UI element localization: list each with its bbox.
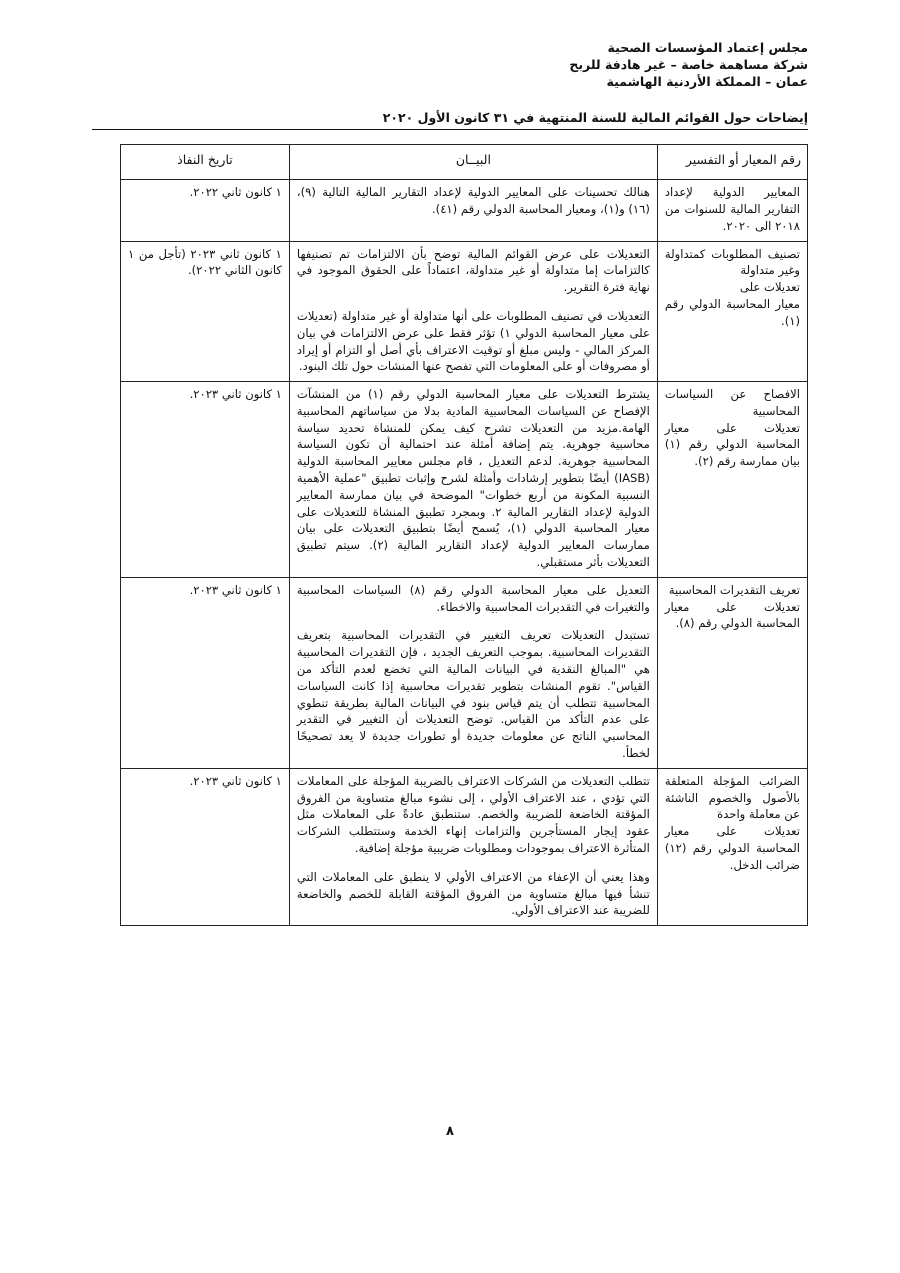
- statement-paragraph: وهذا يعني أن الإعفاء من الاعتراف الأولي لا ينطبق على المعاملات التي تنشأ فيها مبالغ متساوية من الفروق المؤقتة القابلة للخصم والخاضعة للضريبة عند الاعتراف الأولي.: [296, 869, 650, 918]
- organization-name: مجلس إعتماد المؤسسات الصحية: [607, 40, 808, 55]
- standard-cell: [657, 241, 807, 382]
- statement-paragraph: التعديلات في تصنيف المطلوبات على أنها متداولة أو غير متداولة (تعديلات على معيار المحاسبة الدولي ١) تؤثر فقط على عرض الالتزامات في بيان المركز المالي - وليس مبلغ أو توقيت الاعتراف بأي أصل أو التزام أو إيراد أو مصروفات أو على المعلومات التي تفصح عنها المنشات حول تلك البنود.: [296, 308, 650, 374]
- company-location: عمان – المملكة الأردنية الهاشمية: [606, 73, 808, 89]
- header-effective-date: تاريخ النفاذ: [121, 145, 290, 180]
- date-cell: ١ كانون ثاني ٢٠٢٢.: [121, 180, 290, 241]
- statement-cell: [289, 382, 657, 578]
- statement-cell: [289, 180, 657, 241]
- table-row: [121, 180, 808, 241]
- statement-cell: [289, 241, 657, 382]
- date-cell: ١ كانون ثاني ٢٠٢٣.: [121, 768, 290, 925]
- company-type: شركة مساهمة خاصة – غير هادفة للربح: [569, 56, 808, 72]
- statement-paragraph: التعديل على معيار المحاسبة الدولي رقم (٨) السياسات المحاسبية والتغيرات في التقديرات المحاسبية والاخطاء.: [296, 582, 650, 614]
- standard-text: تعديلات على معيار المحاسبة الدولي رقم (١) بيان ممارسة رقم (٢).: [664, 420, 800, 469]
- statement-paragraph: تستبدل التعديلات تعريف التغيير في التقديرات المحاسبية بتعريف التقديرات المحاسبية. بموجب التعريف الجديد ، فإن التقديرات المحاسبية هي "المبالغ النقدية في البيانات المالية التي تخضع لعدم التأكد من القياس". تقوم المنشات بتطوير تقديرات محاسبية إذا كانت السياسات المحاسبية تتطلب أن يتم قياس بنود في البيانات المالية بطريقة تنطوي على عدم التأكد من القياس. توضح التعديلات أن التغيير في التقدير المحاسبي الناتج عن معلومات جديدة أو تطورات جديدة لا يعد تصحيحًا لخطأ.: [296, 628, 650, 761]
- statement-paragraph: تتطلب التعديلات من الشركات الاعتراف بالضريبة المؤجلة على المعاملات التي تؤدي ، عند الاعتراف الأولي ، إلى نشوء مبالغ متساوية من الفروق المؤقتة الخاضعة للضريبة والخصم. ستنطبق عادةً على المعاملات مثل عقود إيجار المستأجرين والتزامات إنهاء الخدمة وستتطلب الشركات المتأثرة الاعتراف بموجودات ومطلوبات ضريبية مؤجلة إضافية.: [296, 773, 650, 856]
- statement-cell: [289, 577, 657, 768]
- table-row: [121, 382, 808, 578]
- standard-text: تعديلات على معيار المحاسبة الدولي رقم (١٢) ضرائب الدخل.: [664, 824, 800, 872]
- table-row: [121, 577, 808, 768]
- standard-text: المعايير الدولية لإعداد التقارير المالية للسنوات من ٢٠١٨ الى ٢٠٢٠.: [664, 185, 800, 233]
- table-row: [121, 241, 808, 382]
- standard-text: تعديلات على: [739, 280, 800, 295]
- date-cell: ١ كانون ثاني ٢٠٢٣.: [121, 382, 290, 578]
- statement-paragraph: التعديلات على عرض القوائم المالية توضح بأن الالتزامات تم تصنيفها كالتزامات إما متداولة أو غير متداولة، اعتماداً على الحقوق الموجود في نهاية فترة التقرير.: [296, 246, 650, 295]
- standards-table: [120, 144, 808, 926]
- document-header: [108, 40, 808, 91]
- standard-cell: [657, 768, 807, 925]
- header-statement: البيــان: [289, 145, 657, 180]
- header-standard: رقم المعيار أو التفسير: [657, 145, 807, 180]
- statement-paragraph: يشترط التعديلات على معيار المحاسبة الدولي رقم (١) من المنشآت الإفصاح عن السياسات المحاسبية المادية بدلا من سياساتهم المحاسبية الهامة.مزيد من التعديلات تشرح كيف يمكن للمنشاة تحديد سياسة محاسبية جوهرية. يتم إضافة أمثلة عند احتمالية أن تكون السياسة المحاسبية جوهرية. لدعم التعديل ، قام مجلس معايير المحاسبة الدولية (IASB) أيضًا بتطوير إرشادات وأمثلة لشرح وإثبات تطبيق "عملية الأهمية النسبية المكونة من أربع خطوات" الموضحة في بيان ممارسة المعايير الدولية لإعداد التقارير المالية ٢. وبمجرد تطبيق المنشاة للتعديلات على معيار المحاسبة الدولي (١)، يُسمح أيضًا بتطبيق التعديلات على بيان ممارسات المعايير الدولية لإعداد التقارير المالية (٢). سيتم تطبيق التعديلات بأثر مستقبلي.: [296, 387, 650, 570]
- standard-cell: [657, 180, 807, 241]
- page-number: ٨: [446, 1124, 454, 1139]
- standard-text: تصنيف المطلوبات كمتداولة وغير متداولة: [664, 246, 800, 278]
- table-header-row: [121, 145, 808, 180]
- table-row: [121, 768, 808, 925]
- standard-text: تعديلات على معيار المحاسبة الدولي رقم (٨).: [664, 599, 800, 631]
- date-cell: ١ كانون ثاني ٢٠٢٣ (تأجل من ١ كانون الثاني ٢٠٢٢).: [121, 241, 290, 382]
- statement-paragraph: هنالك تحسينات على المعايير الدولية لإعداد التقارير المالية التالية (٩)، (١٦) و(١)، ومعيار المحاسبة الدولي رقم (٤١).: [296, 185, 650, 216]
- standard-cell: [657, 382, 807, 578]
- date-cell: ١ كانون ثاني ٢٠٢٣.: [121, 577, 290, 768]
- standard-cell: [657, 577, 807, 768]
- statement-cell: [289, 768, 657, 925]
- standard-text: تعريف التقديرات المحاسبية: [668, 582, 800, 597]
- page-title: إيضاحات حول القوائم المالية للسنة المنتهية في ٣١ كانون الأول ٢٠٢٠: [92, 110, 808, 130]
- standard-text: الافصاح عن السياسات المحاسبية: [664, 387, 800, 418]
- standard-text: الضرائب المؤجلة المتعلقة بالأصول والخصوم الناشئة عن معاملة واحدة: [664, 773, 800, 822]
- standard-text: معيار المحاسبة الدولي رقم (١).: [664, 296, 800, 328]
